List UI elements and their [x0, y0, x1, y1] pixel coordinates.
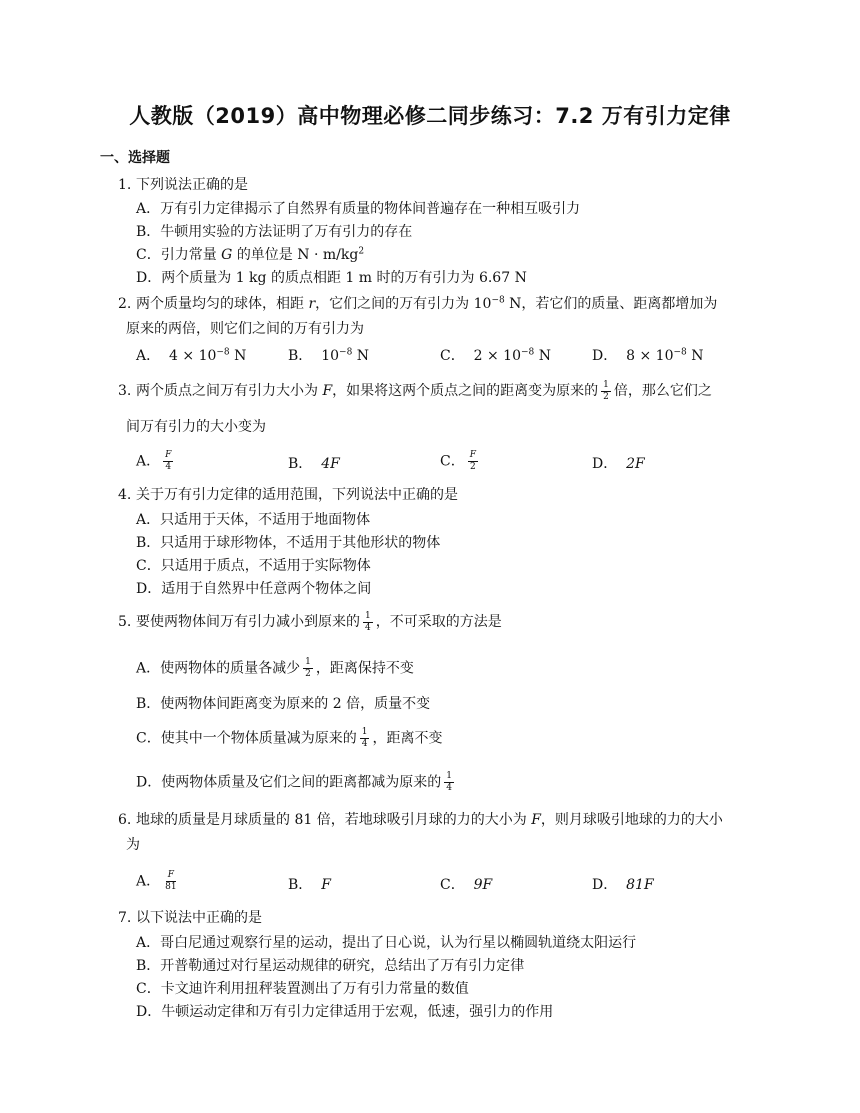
option-d: D．使两物体质量及它们之间的距离都减为原来的 $\frac{1}{4}$	[136, 771, 452, 793]
option-b: B．只适用于球形物体，不适用于其他形状的物体	[136, 535, 441, 551]
option-c: C．卡文迪许利用扭秤装置测出了万有引力常量的数值	[136, 981, 469, 997]
option-c: C． 9F	[440, 877, 493, 893]
option-b: B． $10^{-8}$ N	[288, 347, 370, 364]
option-c: C． $\frac{F}{2}$	[440, 450, 476, 472]
option-d: D． 81F	[592, 877, 654, 893]
document-title: 人教版（2019）高中物理必修二同步练习：7.2 万有引力定律	[129, 104, 731, 128]
option-b: B．开普勒通过对行星运动规律的研究，总结出了万有引力定律	[136, 958, 525, 974]
question-5: 5. 要使两物体间万有引力减小到原来的 $\frac{1}{4}$ ，不可采取的方法是	[118, 610, 502, 633]
option-b: B．使两物体间距离变为原来的 2 倍，质量不变	[136, 696, 431, 712]
option-a: A． $4 \times 10^{-8}$ N	[136, 347, 247, 364]
option-c: C．引力常量 G 的单位是 $N \cdot m/kg^2$	[136, 246, 365, 263]
question-stem: 下列说法正确的是	[136, 177, 248, 193]
option-b: B．牛顿用实验的方法证明了万有引力的存在	[136, 224, 413, 240]
question-1	[118, 173, 768, 198]
option-c: C． $2 \times 10^{-8}$ N	[440, 347, 551, 364]
option-d: D． $8 \times 10^{-8}$ N	[592, 347, 704, 364]
option-d: D． 2F	[592, 456, 645, 472]
option-c: C．只适用于质点，不适用于实际物体	[136, 558, 371, 574]
option-a: A．万有引力定律揭示了自然界有质量的物体间普遍存在一种相互吸引力	[136, 201, 581, 217]
option-d: D．牛顿运动定律和万有引力定律适用于宏观，低速，强引力的作用	[136, 1004, 554, 1020]
option-a: A．哥白尼通过观察行星的运动，提出了日心说，认为行星以椭圆轨道绕太阳运行	[136, 935, 637, 951]
question-4: 4. 关于万有引力定律的适用范围，下列说法中正确的是	[118, 487, 458, 503]
option-c: C．使其中一个物体质量减为原来的 $\frac{1}{4}$ ，距离不变	[136, 727, 443, 749]
question-3: 3. 两个质点之间万有引力大小为 F，如果将这两个质点之间的距离变为原来的 $\frac{1}{2}$ 倍，那么它们之 间万有引力的大小变为	[118, 379, 712, 435]
section-heading: 一、选择题	[100, 150, 170, 166]
option-a: A． $\frac{F}{4}$	[136, 450, 172, 472]
option-b: B． 4F	[288, 456, 340, 472]
option-b: B． F	[288, 877, 331, 893]
question-number: 1.	[118, 177, 132, 193]
option-a: A． $\frac{F}{81}$	[136, 870, 177, 892]
option-d: D．适用于自然界中任意两个物体之间	[136, 581, 372, 597]
option-a: A．使两物体的质量各减少 $\frac{1}{2}$ ，距离保持不变	[136, 657, 414, 679]
question-6: 6. 地球的质量是月球质量的 81 倍，若地球吸引月球的力的大小为 F，则月球吸引地球的力的大小 为	[118, 812, 723, 853]
option-d: D．两个质量为 1 kg 的质点相距 1 m 时的万有引力为 6.67 N	[136, 270, 527, 286]
option-a: A．只适用于天体，不适用于地面物体	[136, 512, 371, 528]
question-2: 2. 两个质量均匀的球体，相距 r，它们之间的万有引力为 $10^{-8}$ N，若它们的质量、距离都增加为 原来的两倍，则它们之间的万有引力为	[118, 295, 718, 337]
question-7: 7. 以下说法中正确的是	[118, 910, 262, 926]
